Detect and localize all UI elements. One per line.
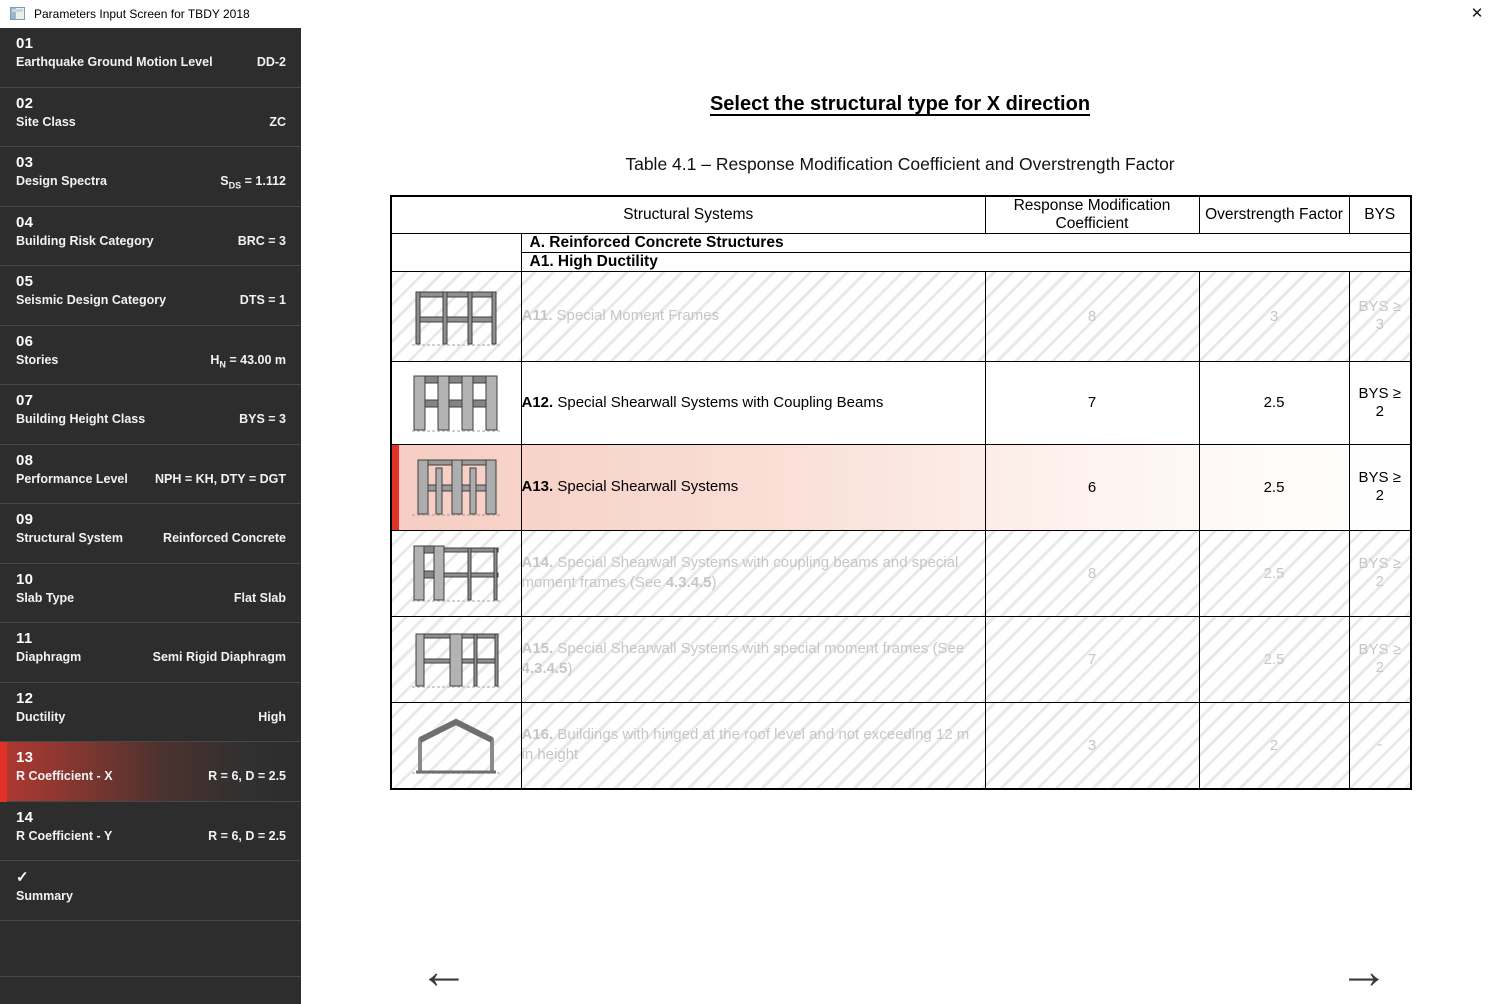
item-number: 03 [16,154,34,171]
section-empty-cell [391,233,521,271]
item-label: R Coefficient - Y [16,828,113,843]
item-number: 01 [16,35,34,52]
sidebar-item-ductility[interactable] [0,683,301,743]
item-number: 13 [16,749,34,766]
row-bys-value: - [1349,702,1411,789]
row-text2: ) [711,574,717,592]
item-value: Reinforced Concrete [163,531,286,545]
gable-building-icon [408,712,504,778]
header-overstrength: Overstrength Factor [1199,196,1349,233]
section-row-a [391,233,1411,252]
forward-arrow-button[interactable]: → [1339,943,1389,999]
row-r-value: 6 [985,444,1199,530]
row-r-value: 7 [985,616,1199,702]
row-code: A13. [521,478,554,495]
structural-systems-table [390,195,1412,790]
row-code: A14. [521,553,554,571]
item-number: 06 [16,332,34,350]
row-bys-value: BYS ≥ 2 [1349,616,1411,702]
row-bys-value: BYS ≥ 2 [1349,361,1411,444]
row-d-value: 3 [1199,271,1349,361]
main-panel [301,28,1499,1004]
row-bys-value: BYS ≥ 3 [1349,271,1411,361]
sidebar-item-ground-motion[interactable] [0,28,301,88]
parameters-sidebar [0,28,301,1004]
check-icon: ✓ [16,869,29,886]
header-response-modification: Response Modification Coefficient [985,196,1199,233]
table-row-a16 [391,702,1411,789]
header-bys: BYS [1349,196,1411,233]
table-caption: Table 4.1 – Response Modification Coefficient and Overstrength Factor [625,154,1175,174]
row-code: A16. [521,726,554,744]
row-d-value: 2.5 [1199,444,1349,530]
item-number: 04 [16,213,34,231]
header-structural-systems: Structural Systems [391,196,985,233]
row-code: A15. [521,639,554,657]
table-header-row [391,196,1411,233]
coupled-shearwall-icon [408,370,504,436]
item-value: Semi Rigid Diaphragm [152,650,286,664]
row-text: Special Shearwall Systems with coupling beams and special moment frames (See [521,553,959,592]
item-value: Flat Slab [233,590,286,605]
window-title: Parameters Input Screen for TBDY 2018 [34,7,250,21]
back-arrow-button[interactable]: ← [419,943,469,999]
sidebar-item-summary[interactable] [0,861,301,921]
sidebar-item-r-coefficient-x[interactable] [0,742,301,802]
item-label: Building Height Class [16,412,146,426]
item-label: R Coefficient - X [16,769,113,783]
item-number: 08 [16,451,34,469]
item-value: R = 6, D = 2.5 [208,828,286,843]
item-value: R = 6, D = 2.5 [208,769,286,783]
item-value: NPH = KH, DTY = DGT [154,471,286,486]
row-text: Special Shearwall Systems with special moment frames (See [553,639,965,657]
item-label: Slab Type [16,590,75,605]
table-row-a15 [391,616,1411,702]
row-reference: 4.3.4.5 [521,660,568,678]
section-title-a1: A1. High Ductility [521,252,1411,271]
title-bar [0,0,1499,28]
row-bys-value: BYS ≥ 2 [1349,530,1411,616]
item-value: BRC = 3 [237,233,286,248]
row-d-value: 2 [1199,702,1349,789]
item-label: Ductility [16,709,66,724]
item-label: Diaphragm [16,650,82,664]
item-number: 02 [16,94,34,112]
item-value: $H_N = 43.00$ m [210,352,286,369]
item-label: Design Spectra [16,174,108,188]
item-label: Structural System [16,531,123,545]
row-r-value: 8 [985,530,1199,616]
shearwall-icon [408,454,504,520]
item-value: $S_{DS} = 1.112$ [220,174,286,191]
row-r-value: 8 [985,271,1199,361]
item-number: 11 [16,630,33,647]
row-d-value: 2.5 [1199,616,1349,702]
sidebar-item-slab-type[interactable] [0,564,301,624]
sidebar-item-r-coefficient-y[interactable] [0,802,301,862]
row-code: A11. [521,307,553,324]
sidebar-item-height-class[interactable] [0,385,301,445]
item-number: 05 [16,273,34,290]
sidebar-item-risk-category[interactable] [0,207,301,267]
sidebar-item-diaphragm[interactable] [0,623,301,683]
table-row-a11 [391,271,1411,361]
page-title: Select the structural type for X direction [709,93,1091,115]
row-d-value: 2.5 [1199,361,1349,444]
table-row-a13-selected[interactable] [391,444,1411,530]
sidebar-item-structural-system[interactable] [0,504,301,564]
item-label: Earthquake Ground Motion Level [16,55,213,69]
section-row-a1 [391,252,1411,271]
item-number: 12 [16,689,34,707]
row-bys-value: BYS ≥ 2 [1349,444,1411,530]
row-text: Special Shearwall Systems [553,478,739,495]
row-text: Special Shearwall Systems with Coupling Beams [553,393,884,411]
item-label: Stories [16,352,59,367]
close-icon[interactable]: ✕ [1470,5,1484,22]
item-label: Building Risk Category [16,233,154,248]
row-r-value: 3 [985,702,1199,789]
sidebar-spacer [0,921,301,977]
sidebar-item-site-class[interactable] [0,88,301,148]
item-value: ZC [269,114,286,129]
table-row-a14 [391,530,1411,616]
row-text: Special Moment Frames [552,307,720,324]
table-row-a12[interactable] [391,361,1411,444]
shearwall-frame-icon [408,626,504,692]
sidebar-item-stories[interactable] [0,326,301,386]
item-label: Performance Level [16,471,128,486]
row-d-value: 2.5 [1199,530,1349,616]
item-value: DD-2 [256,55,286,69]
item-number: 10 [16,570,34,588]
row-code: A12. [521,393,554,411]
section-title-a: A. Reinforced Concrete Structures [521,233,1411,252]
item-label: Seismic Design Category [16,293,167,307]
shearwall-frame-coupled-icon [408,540,504,606]
row-text: Buildings with hinged at the roof level and not exceeding 12 m in height [521,726,970,764]
app-icon [10,7,25,20]
item-number: 09 [16,511,34,528]
moment-frame-icon [408,282,504,350]
item-value: BYS = 3 [239,412,286,426]
sidebar-item-performance-level[interactable] [0,445,301,505]
item-label: Site Class [16,114,76,129]
row-r-value: 7 [985,361,1199,444]
row-reference: 4.3.4.5 [665,574,712,592]
item-number: 14 [16,808,34,826]
sidebar-item-design-spectra[interactable] [0,147,301,207]
item-label: Summary [16,889,73,903]
item-number: 07 [16,392,34,409]
item-value: High [258,709,286,724]
row-text2: ) [567,660,573,678]
sidebar-item-seismic-category[interactable] [0,266,301,326]
item-value: DTS = 1 [239,293,286,307]
